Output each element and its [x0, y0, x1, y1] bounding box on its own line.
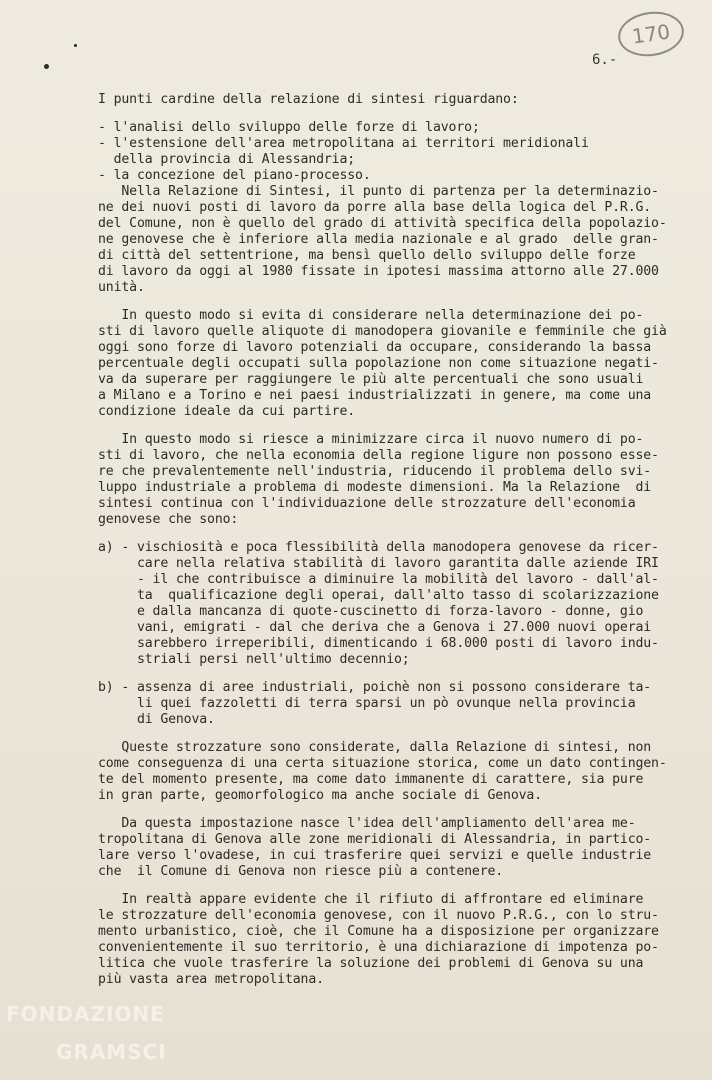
text-line: le strozzature dell'economia genovese, con il nuovo P.R.G., con lo stru- — [98, 908, 659, 923]
list-item-a — [98, 540, 678, 668]
watermark-line-1: FONDAZIONE — [6, 1002, 165, 1026]
text-line: convenientemente il suo territorio, è una dichiarazione di impotenza po- — [98, 940, 659, 955]
text-line: a Milano e a Torino e nei paesi industrializzati in genere, ma come una — [98, 388, 652, 403]
text-line: Nella Relazione di Sintesi, il punto di partenza per la determinazio- — [98, 184, 659, 199]
text-line: a) - vischiosità e poca flessibilità della manodopera genovese da ricer- — [98, 540, 659, 555]
text-line: striali persi nell'ultimo decennio; — [98, 652, 410, 667]
text-line: come conseguenza di una certa situazione storica, come un dato contingen- — [98, 756, 667, 771]
text-line: litica che vuole trasferire la soluzione dei problemi di Genova su una — [98, 956, 644, 971]
text-line: li quei fazzoletti di terra sparsi un pò ovunque nella provincia — [98, 696, 636, 711]
text-line: sti di lavoro quelle aliquote di manodopera giovanile e femminile che già — [98, 324, 667, 339]
paragraph-1 — [98, 184, 678, 296]
text-line: di città del settentrione, ma bensì quello dello sviluppo delle forze — [98, 248, 636, 263]
text-line: sti di lavoro, che nella economia della regione ligure non possono esse- — [98, 448, 659, 463]
text-line: unità. — [98, 280, 145, 295]
text-line: genovese che sono: — [98, 512, 239, 527]
bullet-list — [98, 120, 678, 184]
bullet-item: - la concezione del piano-processo. — [98, 168, 371, 183]
bullet-item: della provincia di Alessandria; — [98, 152, 356, 167]
archive-number-stamp — [615, 8, 686, 61]
text-line: Queste strozzature sono considerate, dalla Relazione di sintesi, non — [98, 740, 652, 755]
bullet-item: - l'analisi dello sviluppo delle forze di lavoro; — [98, 120, 480, 135]
text-line: luppo industriale a problema di modeste dimensioni. Ma la Relazione di — [98, 480, 652, 495]
fondazione-gramsci-watermark — [6, 1002, 167, 1064]
watermark-line-2: GRAMSCI — [56, 1040, 167, 1064]
typed-text-body — [98, 92, 678, 988]
stamp-number: 170 — [630, 19, 672, 49]
text-line: In realtà appare evidente che il rifiuto di affrontare ed eliminare — [98, 892, 644, 907]
list-item-b — [98, 680, 678, 728]
text-line: di Genova. — [98, 712, 215, 727]
text-line: di lavoro da oggi al 1980 fissate in ipotesi massima attorno alle 27.000 — [98, 264, 659, 279]
paragraph-6 — [98, 892, 678, 988]
punch-hole-dot — [44, 64, 49, 69]
paragraph-2 — [98, 308, 678, 420]
text-line: e dalla mancanza di quote-cuscinetto di forza-lavoro - donne, gio — [98, 604, 644, 619]
page-number: 6.- — [592, 52, 618, 68]
text-line: ta qualificazione degli operai, dall'alto tasso di scolarizzazione — [98, 588, 659, 603]
text-line: re che prevalentemente nell'industria, riducendo il problema dello svi- — [98, 464, 652, 479]
text-line: del Comune, non è quello del grado di attività specifica della popolazio- — [98, 216, 667, 231]
bullet-item: - l'estensione dell'area metropolitana ai territori meridionali — [98, 136, 589, 151]
text-line: ne genovese che è inferiore alla media nazionale e al grado delle gran- — [98, 232, 659, 247]
text-line: lare verso l'ovadese, in cui trasferire quei servizi e quelle industrie — [98, 848, 652, 863]
text-line: ne dei nuovi posti di lavoro da porre alla base della logica del P.R.G. — [98, 200, 652, 215]
text-line: che il Comune di Genova non riesce più a contenere. — [98, 864, 504, 879]
text-line: mento urbanistico, cioè, che il Comune ha a disposizione per organizzare — [98, 924, 659, 939]
paragraph-5 — [98, 816, 678, 880]
text-line: sintesi continua con l'individuazione delle strozzature dell'economia — [98, 496, 636, 511]
text-line: vani, emigrati - dal che deriva che a Genova i 27.000 nuovi operai — [98, 620, 652, 635]
text-line: va da superare per raggiungere le più alte percentuali che sono usuali — [98, 372, 644, 387]
text-line: te del momento presente, ma come dato immanente di carattere, sia pure — [98, 772, 644, 787]
text-line: Da questa impostazione nasce l'idea dell'ampliamento dell'area me- — [98, 816, 636, 831]
text-line: percentuale degli occupati sulla popolazione non come situazione negati- — [98, 356, 659, 371]
text-line: In questo modo si riesce a minimizzare circa il nuovo numero di po- — [98, 432, 644, 447]
text-line: più vasta area metropolitana. — [98, 972, 324, 987]
text-line: tropolitana di Genova alle zone meridionali di Alessandria, in partico- — [98, 832, 652, 847]
text-line: condizione ideale da cui partire. — [98, 404, 356, 419]
text-line: b) - assenza di aree industriali, poichè non si possono considerare ta- — [98, 680, 652, 695]
text-line: In questo modo si evita di considerare nella determinazione dei po- — [98, 308, 644, 323]
intro-line: I punti cardine della relazione di sintesi riguardano: — [98, 92, 519, 107]
text-line: care nella relativa stabilità di lavoro garantita dalle aziende IRI — [98, 556, 659, 571]
paragraph-3 — [98, 432, 678, 528]
text-line: in gran parte, geomorfologico ma anche sociale di Genova. — [98, 788, 543, 803]
text-line: oggi sono forze di lavoro potenziali da occupare, considerando la bassa — [98, 340, 652, 355]
text-line: - il che contribuisce a diminuire la mobilità del lavoro - dall'al- — [98, 572, 659, 587]
punch-hole-dot — [74, 44, 77, 47]
paragraph-4 — [98, 740, 678, 804]
text-line: sarebbero irreperibili, dimenticando i 68.000 posti di lavoro indu- — [98, 636, 659, 651]
